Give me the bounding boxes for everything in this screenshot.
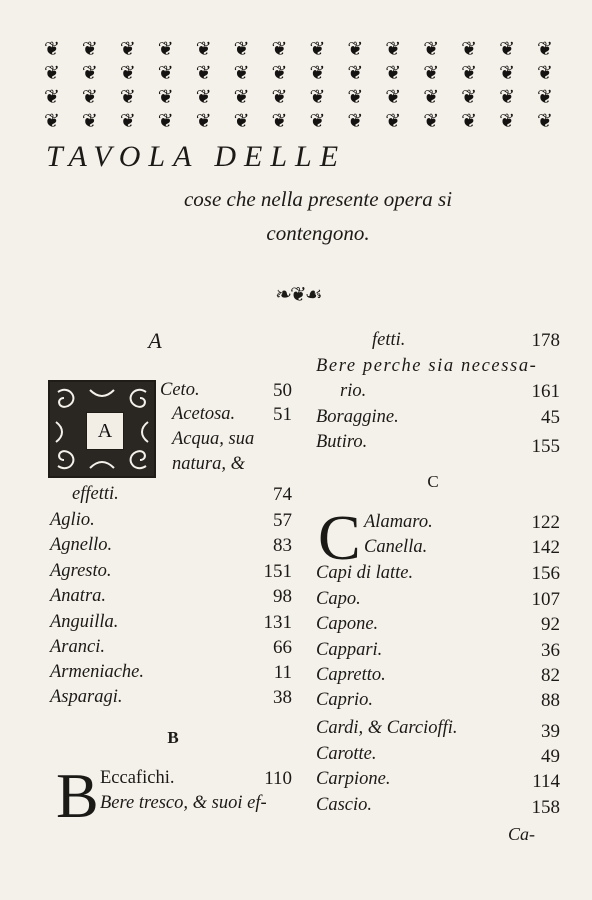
index-entry-label: fetti. — [372, 330, 406, 350]
ornament-icon: ❦ — [44, 110, 59, 132]
ornament-row — [44, 110, 552, 132]
ornament-icon: ❦ — [44, 38, 59, 60]
ornament-icon: ❦ — [536, 38, 552, 60]
ornament-icon: ❦ — [81, 38, 97, 60]
index-entry-label: Armeniache. — [50, 662, 145, 682]
index-entry-label: Capretto. — [316, 665, 386, 685]
ornament-icon: ❦ — [81, 86, 97, 108]
ornament-icon: ❦ — [385, 62, 401, 84]
ornament-icon: ❦ — [157, 110, 173, 132]
page-subtitle-line1: cose che nella presente opera si — [183, 187, 453, 211]
index-entry-page: 151 — [263, 561, 292, 582]
index-entry-page: 142 — [531, 537, 560, 558]
index-entry-label: Capone. — [316, 614, 379, 634]
index-entry-label: Eccafichi. — [100, 768, 175, 788]
ornament-icon: ❦ — [81, 110, 97, 132]
index-entry-page: 92 — [541, 614, 560, 635]
ornament-icon: ❦ — [44, 86, 59, 108]
section-letter-b: B — [167, 728, 179, 747]
ornament-icon: ❦ — [536, 86, 552, 108]
section-letter-c: C — [427, 472, 439, 491]
ornament-icon: ❦ — [347, 86, 363, 108]
index-entry-page: 110 — [264, 768, 292, 789]
ornament-icon: ❦ — [271, 110, 287, 132]
index-entry-page: 51 — [273, 404, 292, 425]
ornament-icon: ❦ — [499, 110, 514, 132]
ornament-icon: ❦ — [271, 86, 287, 108]
ornament-icon: ❦ — [309, 62, 325, 84]
ornament-icon: ❦ — [233, 110, 249, 132]
index-entry-label: Acqua, sua — [172, 429, 255, 449]
ornament-row — [44, 62, 552, 84]
index-entry-page: 161 — [531, 381, 560, 402]
index-entry-label: Carpione. — [316, 769, 391, 789]
ornament-icon: ❦ — [119, 86, 135, 108]
page-subtitle-line2: contengono. — [266, 221, 370, 245]
ornamental-header-band — [44, 38, 552, 132]
ornament-icon: ❦ — [157, 62, 173, 84]
index-entry-label: Cardi, & Carcioffi. — [316, 718, 458, 738]
index-entry-page: 82 — [541, 665, 560, 686]
section-letter-a: A — [148, 328, 162, 353]
decorated-initial-a — [48, 380, 156, 478]
ornament-icon: ❦ — [423, 110, 439, 132]
index-entry-page: 39 — [541, 721, 560, 742]
index-entry-label: Bere tresco, & suoi ef- — [100, 793, 267, 813]
ornament-icon: ❦ — [347, 62, 363, 84]
ornament-icon: ❦ — [195, 38, 211, 60]
ornament-icon: ❦ — [461, 62, 477, 84]
index-entry-label: Agresto. — [50, 561, 112, 581]
fleuron-icon: ❧❦☙ — [275, 284, 321, 306]
index-entry-label: Aglio. — [50, 510, 95, 530]
index-entry-page: 178 — [531, 330, 560, 351]
index-entry-page: 38 — [273, 687, 292, 708]
index-entry-page: 155 — [531, 436, 560, 457]
ornament-icon: ❦ — [309, 38, 325, 60]
ornament-icon: ❦ — [536, 110, 552, 132]
index-entry-page: 114 — [532, 771, 560, 792]
index-entry-label: Capo. — [316, 589, 361, 609]
index-entry-page: 156 — [531, 563, 560, 584]
index-entry-label: Canella. — [364, 537, 428, 557]
index-entry-label: Butiro. — [316, 432, 368, 452]
ornament-icon: ❦ — [233, 38, 249, 60]
index-entry-page: 49 — [541, 746, 560, 767]
index-entry-page: 74 — [273, 484, 292, 505]
page-title: TAVOLA DELLE — [46, 140, 347, 173]
ornament-icon: ❦ — [119, 62, 135, 84]
big-initial-b: B — [56, 760, 99, 831]
index-entry-label: Caprio. — [316, 690, 374, 710]
index-entry-page: 158 — [531, 797, 560, 818]
ornament-icon: ❦ — [309, 86, 325, 108]
ornament-icon: ❦ — [461, 38, 477, 60]
index-entry-label: Acetosa. — [172, 404, 236, 424]
big-initial-c: C — [318, 502, 361, 573]
ornament-icon: ❦ — [461, 110, 477, 132]
index-entry-label: Bere perche sia necessa- — [316, 356, 538, 376]
index-entry-label: rio. — [340, 381, 367, 401]
index-entry-label: Carotte. — [316, 744, 377, 764]
ornament-icon: ❦ — [347, 38, 363, 60]
bleed-through-text — [60, 6, 95, 27]
ornament-icon: ❦ — [536, 62, 552, 84]
ornament-icon: ❦ — [423, 38, 439, 60]
ornament-icon: ❦ — [157, 86, 173, 108]
index-entry-page: 98 — [273, 586, 292, 607]
ornament-icon: ❦ — [195, 62, 211, 84]
index-entry-label: Cappari. — [316, 640, 383, 660]
index-entry-label: natura, & — [172, 454, 245, 474]
index-entry-label: Asparagi. — [50, 687, 123, 707]
ornament-icon: ❦ — [385, 86, 401, 108]
index-entry-label: Cascio. — [316, 795, 373, 815]
ornament-icon: ❦ — [385, 38, 401, 60]
index-entry-page: 57 — [273, 510, 292, 531]
index-entry-page: 66 — [273, 637, 292, 658]
index-entry-page: 107 — [531, 589, 560, 610]
ornament-icon: ❦ — [271, 38, 287, 60]
ornament-icon: ❦ — [233, 86, 249, 108]
catchword: Ca- — [508, 824, 535, 844]
ornament-icon: ❦ — [461, 86, 477, 108]
ornament-icon: ❦ — [119, 38, 135, 60]
ornament-icon: ❦ — [195, 86, 211, 108]
index-entry-label: Alamaro. — [364, 512, 433, 532]
ornament-icon: ❦ — [44, 62, 59, 84]
index-entry-page: 45 — [541, 407, 560, 428]
index-entry-label: Anatra. — [50, 586, 107, 606]
ornament-row — [44, 86, 552, 108]
index-entry-page: 122 — [531, 512, 560, 533]
ornament-icon: ❦ — [423, 62, 439, 84]
index-entry-label: Boraggine. — [316, 407, 399, 427]
index-entry-page: 83 — [273, 535, 292, 556]
ornament-icon: ❦ — [385, 110, 401, 132]
index-entry-page: 11 — [273, 662, 292, 683]
initial-letter-box: A — [86, 412, 124, 450]
ornament-icon: ❦ — [499, 38, 514, 60]
ornament-icon: ❦ — [499, 62, 514, 84]
ornament-icon: ❦ — [119, 110, 135, 132]
index-entry-page: 36 — [541, 640, 560, 661]
index-entry-page: 131 — [263, 612, 292, 633]
ornament-icon: ❦ — [233, 62, 249, 84]
ornament-icon: ❦ — [195, 110, 211, 132]
ornament-icon: ❦ — [347, 110, 363, 132]
ornament-icon: ❦ — [423, 86, 439, 108]
ornament-icon: ❦ — [309, 110, 325, 132]
index-entry-page: 88 — [541, 690, 560, 711]
index-entry-label: Aranci. — [50, 637, 105, 657]
index-entry-label: Agnello. — [50, 535, 113, 555]
index-entry-label: Capi di latte. — [316, 563, 414, 583]
ornament-icon: ❦ — [271, 62, 287, 84]
index-entry-label: Ceto. — [160, 380, 200, 400]
index-entry-label: Anguilla. — [50, 612, 119, 632]
index-entry-page: 50 — [273, 380, 292, 401]
ornament-row — [44, 38, 552, 60]
ornament-icon: ❦ — [499, 86, 514, 108]
ornament-icon: ❦ — [157, 38, 173, 60]
index-entry-label: effetti. — [72, 484, 119, 504]
ornament-icon: ❦ — [81, 62, 97, 84]
